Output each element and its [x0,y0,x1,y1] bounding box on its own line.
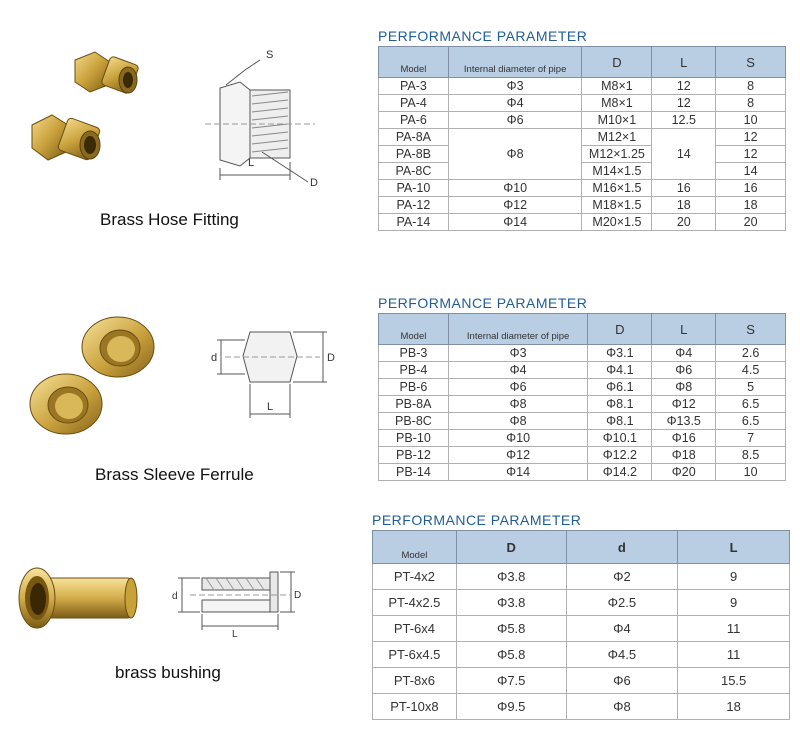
drawing-label-big-d: D [327,352,335,364]
drawing-label-small-d: d [211,352,218,364]
cell-d: Φ5.8 [456,616,566,642]
cell-pipe-diameter: Φ3 [448,345,588,362]
cell-model: PA-3 [379,78,449,95]
cell-d: Φ3.8 [456,590,566,616]
cell-model: PT-8x6 [373,668,457,694]
table-row [379,146,786,163]
header-l: L [652,47,716,78]
cell-l: Φ6 [652,362,716,379]
header-d: D [456,531,566,564]
cell-d: Φ14.2 [588,464,652,481]
cell-model: PA-8B [379,146,449,163]
table-row [379,345,786,362]
cell-l: Φ12 [652,396,716,413]
table-row [379,362,786,379]
cell-small-d: Φ4.5 [566,642,678,668]
table-row [373,564,790,590]
spec-table-sleeve-ferrule [378,313,786,481]
cell-pipe-diameter: Φ6 [448,112,582,129]
table-row [373,668,790,694]
cell-model: PT-4x2.5 [373,590,457,616]
table-row [379,197,786,214]
cell-model: PB-10 [379,430,449,447]
brass-bushing-drawing [170,568,310,638]
spec-table-brass-bushing [372,530,790,720]
table-row [379,464,786,481]
cell-d: Φ8.1 [588,396,652,413]
cell-l: Φ8 [652,379,716,396]
product-name-brass-bushing: brass bushing [115,663,221,682]
cell-l: 9 [678,564,790,590]
table-row [379,430,786,447]
cell-pipe-diameter: Φ14 [448,464,588,481]
cell-d: Φ4.1 [588,362,652,379]
header-model: Model [379,314,449,345]
cell-s: 10 [716,112,786,129]
cell-l: 20 [652,214,716,231]
cell-d: M10×1 [582,112,652,129]
cell-small-d: Φ6 [566,668,678,694]
cell-s: 8.5 [716,447,786,464]
cell-d: M16×1.5 [582,180,652,197]
cell-s: 8 [716,95,786,112]
cell-d: M12×1.25 [582,146,652,163]
cell-s: 5 [716,379,786,396]
cell-model: PT-4x2 [373,564,457,590]
product-name-hose-fitting: Brass Hose Fitting [100,210,239,229]
cell-l: 18 [678,694,790,720]
cell-l: 11 [678,642,790,668]
cell-model: PT-6x4 [373,616,457,642]
cell-model: PB-3 [379,345,449,362]
cell-d: M8×1 [582,78,652,95]
drawing-label-l: L [232,629,238,638]
cell-pipe-diameter: Φ12 [448,447,588,464]
cell-d: Φ9.5 [456,694,566,720]
cell-s: 12 [716,129,786,146]
cell-model: PB-4 [379,362,449,379]
cell-s: 20 [716,214,786,231]
cell-s: 10 [716,464,786,481]
table-row [379,78,786,95]
table-row [379,447,786,464]
cell-l: 16 [652,180,716,197]
cell-pipe-diameter: Φ14 [448,214,582,231]
cell-l: 14 [652,129,716,180]
cell-model: PA-8A [379,129,449,146]
header-s: S [716,47,786,78]
table-row [379,379,786,396]
header-l: L [678,531,790,564]
cell-s: 4.5 [716,362,786,379]
table-row [379,396,786,413]
perf-title-3: PERFORMANCE PARAMETER [372,512,582,528]
cell-model: PA-10 [379,180,449,197]
cell-d: Φ10.1 [588,430,652,447]
cell-small-d: Φ4 [566,616,678,642]
cell-model: PA-8C [379,163,449,180]
cell-s: 6.5 [716,413,786,430]
cell-model: PT-10x8 [373,694,457,720]
table-row [379,112,786,129]
perf-title-1: PERFORMANCE PARAMETER [378,28,588,44]
product-name-sleeve-ferrule: Brass Sleeve Ferrule [95,465,254,484]
cell-d: M20×1.5 [582,214,652,231]
cell-pipe-diameter: Φ10 [448,180,582,197]
cell-model: PB-14 [379,464,449,481]
cell-model: PB-6 [379,379,449,396]
table-row [373,616,790,642]
cell-l: 18 [652,197,716,214]
header-model: Model [379,47,449,78]
cell-s: 16 [716,180,786,197]
cell-pipe-diameter: Φ6 [448,379,588,396]
cell-d: Φ3.8 [456,564,566,590]
cell-pipe-diameter: Φ4 [448,362,588,379]
cell-s: 6.5 [716,396,786,413]
cell-pipe-diameter: Φ12 [448,197,582,214]
cell-s: 18 [716,197,786,214]
cell-pipe-diameter: Φ8 [448,413,588,430]
drawing-label-s: S [266,49,274,61]
cell-d: Φ7.5 [456,668,566,694]
cell-l: Φ13.5 [652,413,716,430]
table-row [379,180,786,197]
cell-d: Φ3.1 [588,345,652,362]
hose-fitting-photo [20,40,150,190]
header-d: D [582,47,652,78]
header-d: D [588,314,652,345]
cell-l: 9 [678,590,790,616]
cell-l: 15.5 [678,668,790,694]
cell-l: 12.5 [652,112,716,129]
cell-l: 12 [652,78,716,95]
header-internal-diameter: Internal diameter of pipe [448,47,582,78]
drawing-label-d: D [310,177,318,189]
brass-bushing-photo [15,560,145,640]
cell-s: 7 [716,430,786,447]
table-header-row [379,47,786,78]
table-row [379,214,786,231]
cell-l: 11 [678,616,790,642]
header-small-d: d [566,531,678,564]
drawing-label-big-d: D [294,590,302,601]
cell-d: Φ8.1 [588,413,652,430]
cell-l: Φ16 [652,430,716,447]
table-row [373,694,790,720]
cell-model: PB-12 [379,447,449,464]
drawing-label-l: L [267,401,274,413]
header-s: S [716,314,786,345]
cell-model: PB-8C [379,413,449,430]
cell-l: Φ4 [652,345,716,362]
cell-model: PB-8A [379,396,449,413]
cell-model: PA-4 [379,95,449,112]
header-model: Model [373,531,457,564]
cell-pipe-diameter: Φ8 [448,129,582,180]
table-row [379,129,786,146]
cell-l: 12 [652,95,716,112]
cell-d: M14×1.5 [582,163,652,180]
table-row [379,95,786,112]
table-header-row [379,314,786,345]
cell-d: M12×1 [582,129,652,146]
drawing-label-l: L [248,157,255,169]
cell-d: M8×1 [582,95,652,112]
cell-s: 12 [716,146,786,163]
header-internal-diameter: Internal diameter of pipe [448,314,588,345]
cell-small-d: Φ2 [566,564,678,590]
cell-l: Φ18 [652,447,716,464]
cell-d: Φ6.1 [588,379,652,396]
cell-l: Φ20 [652,464,716,481]
cell-small-d: Φ2.5 [566,590,678,616]
hose-fitting-drawing [200,40,340,190]
cell-model: PA-6 [379,112,449,129]
cell-model: PA-12 [379,197,449,214]
cell-pipe-diameter: Φ8 [448,396,588,413]
header-l: L [652,314,716,345]
cell-pipe-diameter: Φ4 [448,95,582,112]
cell-d: M18×1.5 [582,197,652,214]
cell-d: Φ5.8 [456,642,566,668]
table-row [373,642,790,668]
cell-d: Φ12.2 [588,447,652,464]
cell-model: PT-6x4.5 [373,642,457,668]
cell-model: PA-14 [379,214,449,231]
spec-table-hose-fitting [378,46,786,231]
cell-small-d: Φ8 [566,694,678,720]
table-row [379,163,786,180]
cell-s: 2.6 [716,345,786,362]
table-header-row [373,531,790,564]
table-row [373,590,790,616]
table-row [379,413,786,430]
cell-s: 8 [716,78,786,95]
cell-pipe-diameter: Φ10 [448,430,588,447]
cell-s: 14 [716,163,786,180]
sleeve-ferrule-drawing [205,320,340,425]
drawing-label-small-d: d [172,591,178,602]
cell-pipe-diameter: Φ3 [448,78,582,95]
perf-title-2: PERFORMANCE PARAMETER [378,295,588,311]
sleeve-ferrule-photo [18,312,168,442]
